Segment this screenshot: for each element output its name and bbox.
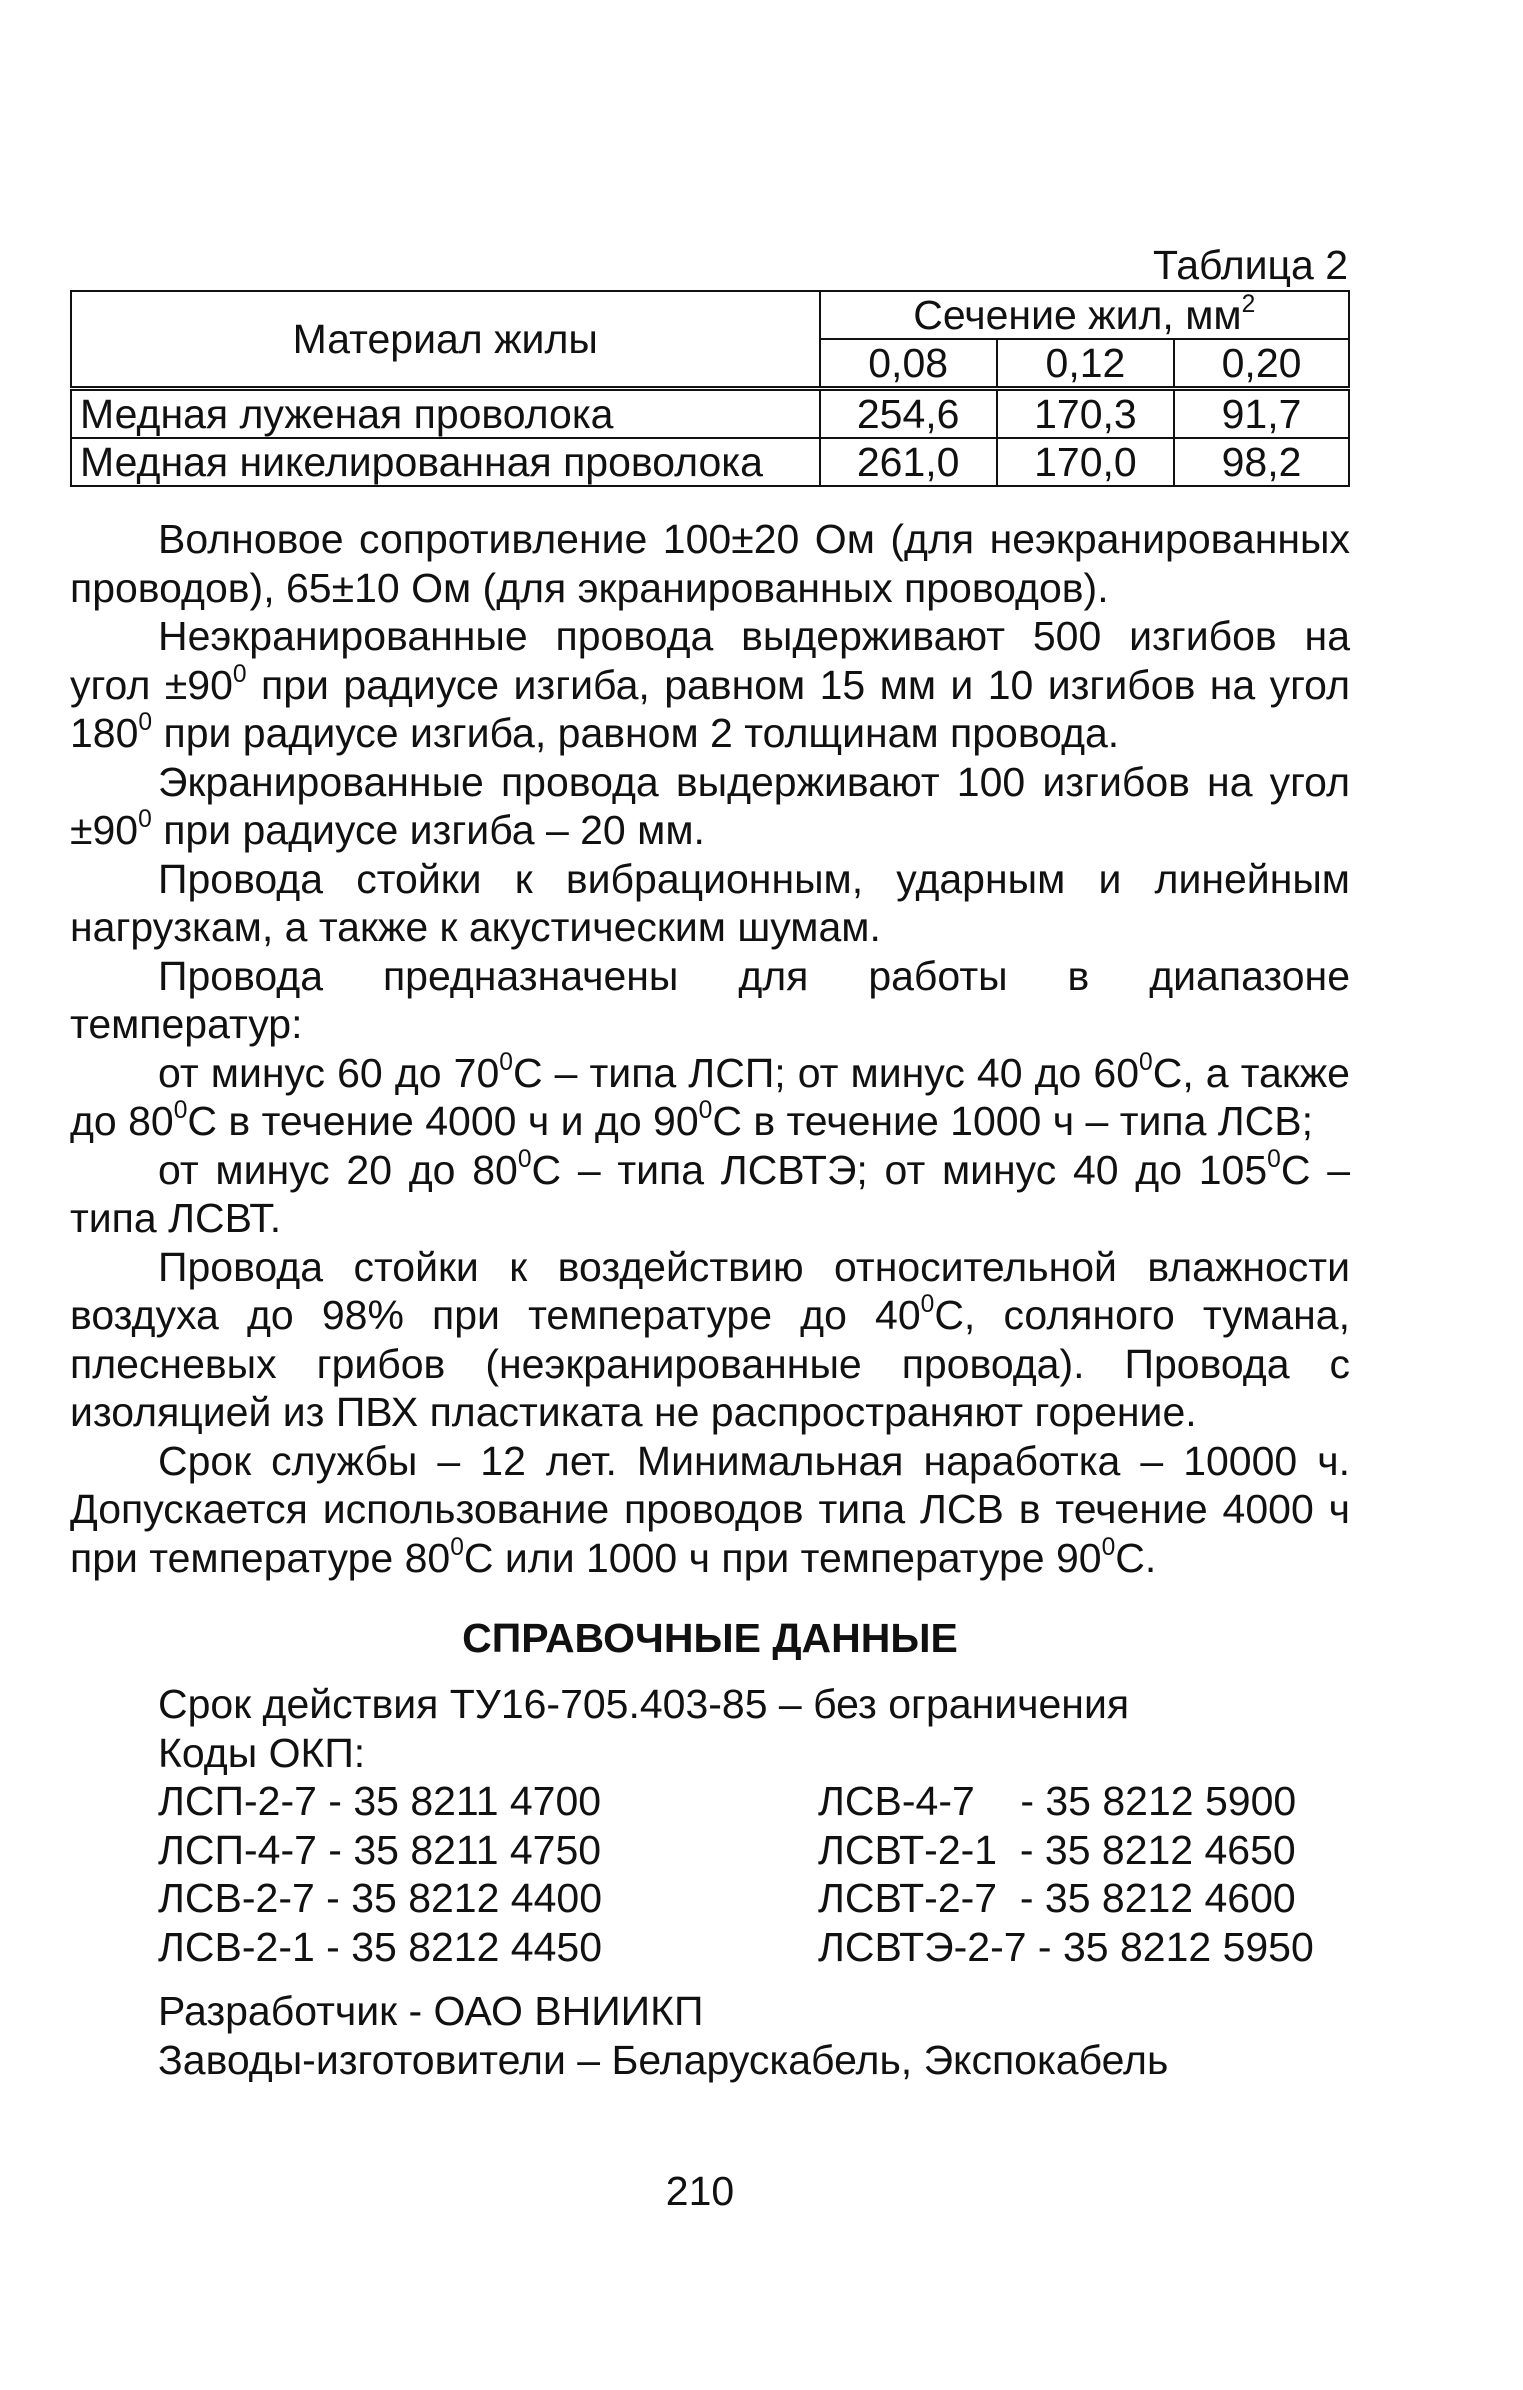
paragraph-temperature-intro: Провода предназначены для работы в диапазоне температур: — [70, 952, 1350, 1047]
header-section-label: Сечение жил, мм — [913, 292, 1242, 338]
okp-code: ЛСВТЭ-2-7 - 35 8212 5950 — [818, 1923, 1314, 1970]
table-row — [71, 438, 1349, 486]
wire-material-table — [70, 290, 1350, 487]
row-material: Медная никелированная проволока — [71, 438, 820, 486]
developer: Разработчик - ОАО ВНИИКП — [158, 1988, 704, 2034]
paragraph-impedance: Волновое сопротивление 100±20 Ом (для неэкранированных проводов), 65±10 Ом (для экранированных проводов). — [70, 516, 1350, 611]
header-size-3: 0,20 — [1174, 339, 1349, 389]
header-material: Материал жилы — [71, 291, 820, 389]
row-value: 91,7 — [1174, 389, 1349, 439]
reference-validity: Срок действия ТУ16-705.403-85 – без ограничения — [158, 1681, 1130, 1727]
okp-code: ЛСВ-4-7 - 35 8212 5900 — [818, 1778, 1297, 1824]
row-value: 170,3 — [997, 389, 1174, 439]
body-text — [70, 515, 1350, 1582]
manufacturers: Заводы-изготовители – Беларускабель, Экспокабель — [158, 2036, 1169, 2083]
okp-code: ЛСВТ-2-7 - 35 8212 4600 — [818, 1875, 1296, 1921]
header-size-2: 0,12 — [997, 339, 1174, 389]
okp-code: ЛСП-4-7 - 35 8211 4750 — [158, 1826, 602, 1873]
okp-code: ЛСП-2-7 - 35 8211 4700 — [158, 1778, 602, 1824]
okp-code: ЛСВ-2-1 - 35 8212 4450 — [158, 1923, 603, 1970]
okp-label: Коды ОКП: — [158, 1729, 366, 1776]
paragraph-vibration: Провода стойки к вибрационным, ударным и линейным нагрузкам, а также к акустическим шумам. — [70, 855, 1350, 950]
paragraph-shielded-bends: Экранированные провода выдерживают 100 изгибов на угол $\pm 90^0$ при радиусе изгиба – 20 мм. — [70, 758, 1350, 853]
paragraph-temperature-lsp-lsv: от минус 60 до $70^0С$ – типа ЛСП; от минус 40 до $60^0С$, а также до $80^0С$ в течение 4000 ч и до $90^0С$ в течение 1000 ч – типа ЛСВ; — [70, 1048, 1350, 1144]
okp-code: ЛСВ-2-7 - 35 8212 4400 — [158, 1875, 603, 1921]
row-value: 98,2 — [1174, 438, 1349, 486]
paragraph-service-life: Срок службы – 12 лет. Минимальная наработка – 10000 ч. Допускается использование проводов типа ЛСВ в течение 4000 ч при температуре $80^0С$ или 1000 ч при температуре $90^0С$. — [70, 1437, 1350, 1581]
document-page — [70, 240, 1350, 2084]
paragraph-temperature-lsvt: от минус 20 до $80^0С$ – типа ЛСВТЭ; от минус 40 до $105^0С$ – типа ЛСВТ. — [70, 1145, 1351, 1241]
row-material: Медная луженая проволока — [71, 389, 820, 439]
row-value: 254,6 — [820, 389, 997, 439]
paragraph-humidity: Провода стойки к воздействию относительной влажности воздуха до 98% при температуре до $40^0С$, соляного тумана, плесневых грибов (неэкранированные провода). Провода с изоляцией из ПВХ пластиката не распространяют горение. — [70, 1243, 1350, 1435]
header-section — [820, 291, 1349, 339]
okp-codes — [70, 1777, 1350, 1971]
header-size-1: 0,08 — [820, 339, 997, 389]
row-value: 261,0 — [820, 438, 997, 486]
page-number: 210 — [665, 2168, 735, 2214]
paragraph-unshielded-bends: Неэкранированные провода выдерживают 500 изгибов на угол $\pm 90^0$ при радиусе изгиба, равном 15 мм и 10 изгибов на угол $180^0$ при радиусе изгиба, равном 2 толщинам провода. — [70, 613, 1350, 756]
header-section-superscript: 2 — [1241, 291, 1256, 319]
table-caption: Таблица 2 — [1153, 242, 1348, 288]
row-value: 170,0 — [997, 438, 1174, 486]
table-row — [71, 389, 1349, 439]
reference-heading: СПРАВОЧНЫЕ ДАННЫЕ — [462, 1615, 958, 1661]
table-header-row — [71, 291, 1349, 339]
okp-code: ЛСВТ-2-1 - 35 8212 4650 — [818, 1826, 1296, 1873]
